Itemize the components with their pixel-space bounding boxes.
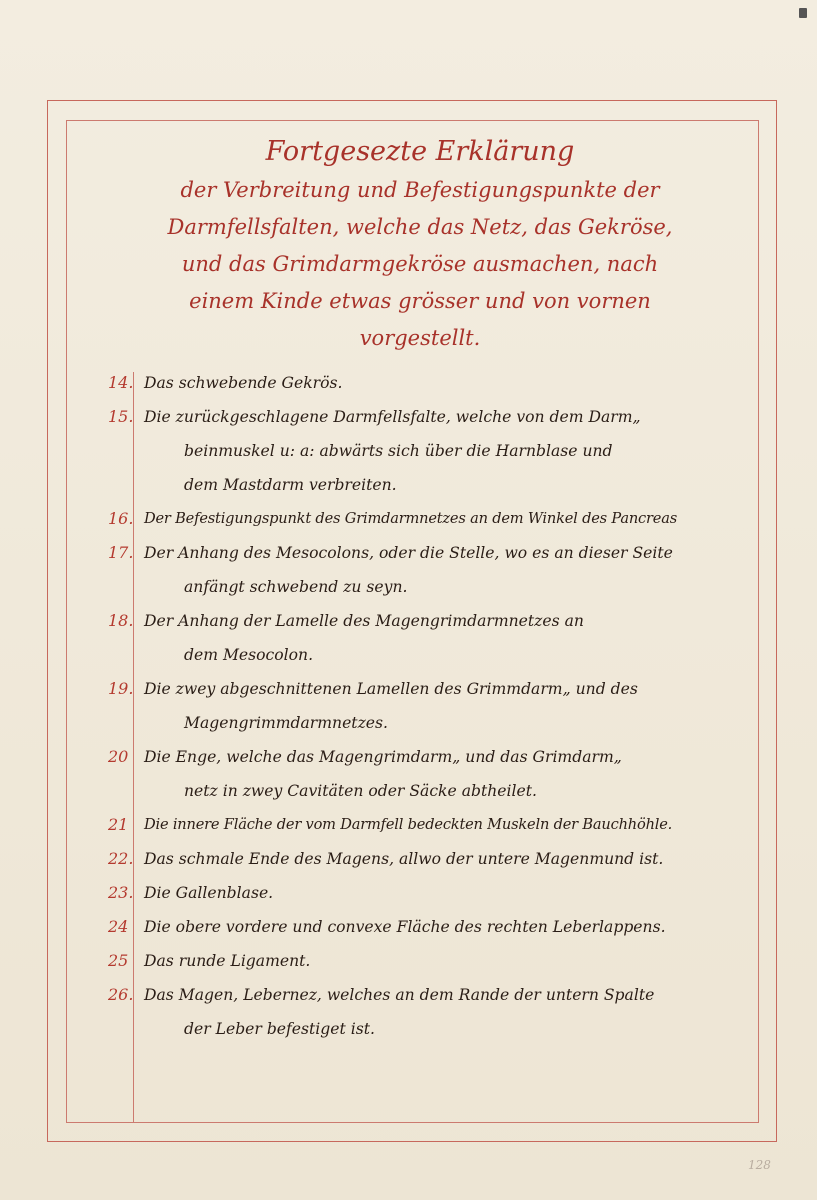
entry-line: Der Befestigungspunkt des Grimdarmnetzes an dem Winkel des Pancreas [144, 510, 678, 527]
list-item [70, 944, 750, 978]
entry-line: dem Mesocolon. [184, 646, 314, 664]
entry-number: 18. [108, 611, 134, 630]
entry-number: 14. [108, 373, 134, 392]
entry-number: 19. [108, 679, 134, 698]
entry-line: Die zurückgeschlagene Darmfellsfalte, welche von dem Darm„ [144, 408, 641, 426]
list-item [70, 910, 750, 944]
entry-line: Das runde Ligament. [144, 952, 311, 970]
heading-line: vorgestellt. [359, 326, 481, 350]
list-item [70, 366, 750, 400]
list-item [70, 978, 750, 1046]
entry-line: Der Anhang des Mesocolons, oder die Stelle, wo es an dieser Seite [144, 544, 673, 562]
entry-number: 22. [108, 849, 134, 868]
entry-line: anfängt schwebend zu seyn. [184, 578, 408, 596]
folio-number: 128 [748, 1158, 771, 1172]
entry-line: netz in zwey Cavitäten oder Säcke abtheilet. [184, 782, 537, 800]
entry-line: Die obere vordere und convexe Fläche des rechten Leberlappens. [144, 918, 666, 936]
entry-number: 15. [108, 407, 134, 426]
list-item [70, 808, 750, 842]
page-title: Fortgesezte Erklärung [265, 136, 575, 167]
list-item [70, 502, 750, 536]
entry-number: 23. [108, 883, 134, 902]
entry-line: Der Anhang der Lamelle des Magengrimdarmnetzes an [144, 612, 584, 630]
entry-number: 16. [108, 509, 134, 528]
entry-line: beinmuskel u: a: abwärts sich über die Harnblase und [184, 442, 613, 460]
heading-line: und das Grimdarmgekröse ausmachen, nach [181, 252, 659, 276]
entry-number: 17. [108, 543, 134, 562]
entry-line: der Leber befestiget ist. [184, 1020, 375, 1038]
list-item [70, 740, 750, 808]
entry-line: Die innere Fläche der vom Darmfell bedeckten Muskeln der Bauchhöhle. [144, 816, 673, 833]
heading-line: Darmfellsfalten, welche das Netz, das Gekröse, [167, 215, 673, 239]
entry-number: 21 [108, 815, 129, 834]
list-item [70, 842, 750, 876]
heading-line: der Verbreitung und Befestigungspunkte der [180, 178, 660, 202]
heading [140, 132, 700, 357]
corner-mark [799, 8, 807, 18]
entry-number: 26. [108, 985, 134, 1004]
list-item [70, 400, 750, 502]
entry-line: Magengrimmdarmnetzes. [184, 714, 388, 732]
entry-line: Das Magen, Lebernez, welches an dem Rande der untern Spalte [144, 986, 655, 1004]
list-item [70, 536, 750, 604]
entry-list [70, 366, 750, 1046]
list-item [70, 604, 750, 672]
entry-number: 20 [108, 747, 129, 766]
entry-number: 25 [108, 951, 129, 970]
entry-line: Das schwebende Gekrös. [144, 374, 343, 392]
entry-line: Die zwey abgeschnittenen Lamellen des Grimmdarm„ und des [144, 680, 638, 698]
heading-line: einem Kinde etwas grösser und von vornen [189, 289, 651, 313]
list-item [70, 876, 750, 910]
entry-line: Die Enge, welche das Magengrimdarm„ und das Grimdarm„ [144, 748, 622, 766]
entry-line: Das schmale Ende des Magens, allwo der untere Magenmund ist. [144, 850, 664, 868]
list-item [70, 672, 750, 740]
entry-number: 24 [108, 917, 129, 936]
entry-line: Die Gallenblase. [144, 884, 274, 902]
entry-line: dem Mastdarm verbreiten. [184, 476, 397, 494]
